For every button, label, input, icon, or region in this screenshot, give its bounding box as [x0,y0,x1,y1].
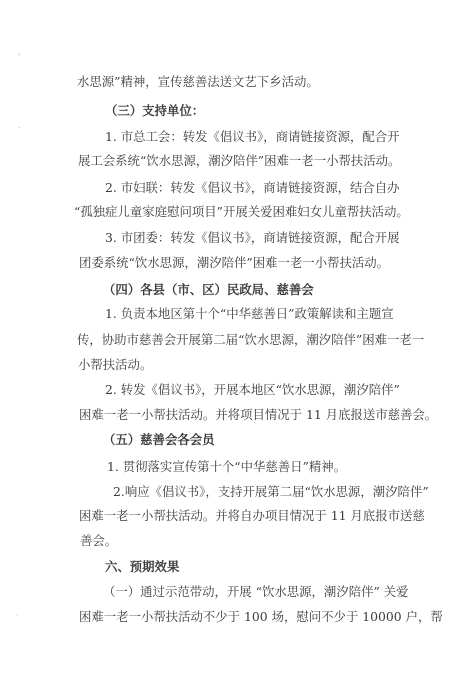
paragraph-line: 1. 市总工会：转发《倡议书》，商请链接资源，配合开 [105,129,400,144]
scan-speck-mark: . [18,121,21,131]
scan-speck-mark: · [16,611,19,621]
scan-speck-mark: ' [18,53,21,63]
paragraph-line: 1. 贯彻落实宣传第十个“中华慈善日”精神。 [107,459,347,474]
paragraph-line: 2. 市妇联：转发《倡议书》，商请链接资源，结合自办 [105,180,400,195]
paragraph-line: 困难一老一小帮扶活动。并将自办项目情况于 11 月底报市送慈 [79,508,425,523]
section-heading-3: （三）支持单位： [105,103,205,118]
paragraph-line: 水思源”精神，宣传慈善法送文艺下乡活动。 [77,74,319,89]
paragraph-line: 善会。 [80,533,118,548]
paragraph-line: 1. 负责本地区第十个“中华慈善日”政策解读和主题宣 [105,306,394,321]
paragraph-line: 困难一老一小帮扶活动。并将项目情况于 11 月底报送市慈善会。 [79,407,438,422]
paragraph-line: 传，协助市慈善会开展第二届“饮水思源，潮汐陪伴”困难一老一 [77,332,425,347]
paragraph-line: （一）通过示范带动，开展 “饮水思源，潮汐陪伴” 关爱 [103,584,409,599]
paragraph-line: 困难一老一小帮扶活动不少于 100 场，慰问不少于 10000 户，帮 [79,609,443,624]
section-heading-6: 六、预期效果 [105,559,180,574]
paragraph-line: 展工会系统“饮水思源，潮汐陪伴”困难一老一小帮扶活动。 [78,153,401,168]
paragraph-line: 3. 市团委：转发《倡议书》，商请链接资源，配合开展 [105,230,400,245]
paragraph-line: “孤独症儿童家庭慰问项目”开展关爱困难妇女儿童帮扶活动。 [74,204,409,219]
paragraph-line: 2. 转发《倡议书》，开展本地区“饮水思源，潮汐陪伴” [105,382,400,397]
section-heading-4: （四）各县（市、区）民政局、慈善会 [103,282,314,297]
paragraph-line: 小帮扶活动。 [78,357,153,372]
paragraph-line: 2.响应《倡议书》，支持开展第二届“饮水思源，潮汐陪伴” [113,484,429,499]
paragraph-line: 团委系统“饮水思源，潮汐陪伴”困难一老一小帮扶活动。 [79,255,390,270]
section-heading-5: （五）慈善会各会员 [103,432,215,447]
